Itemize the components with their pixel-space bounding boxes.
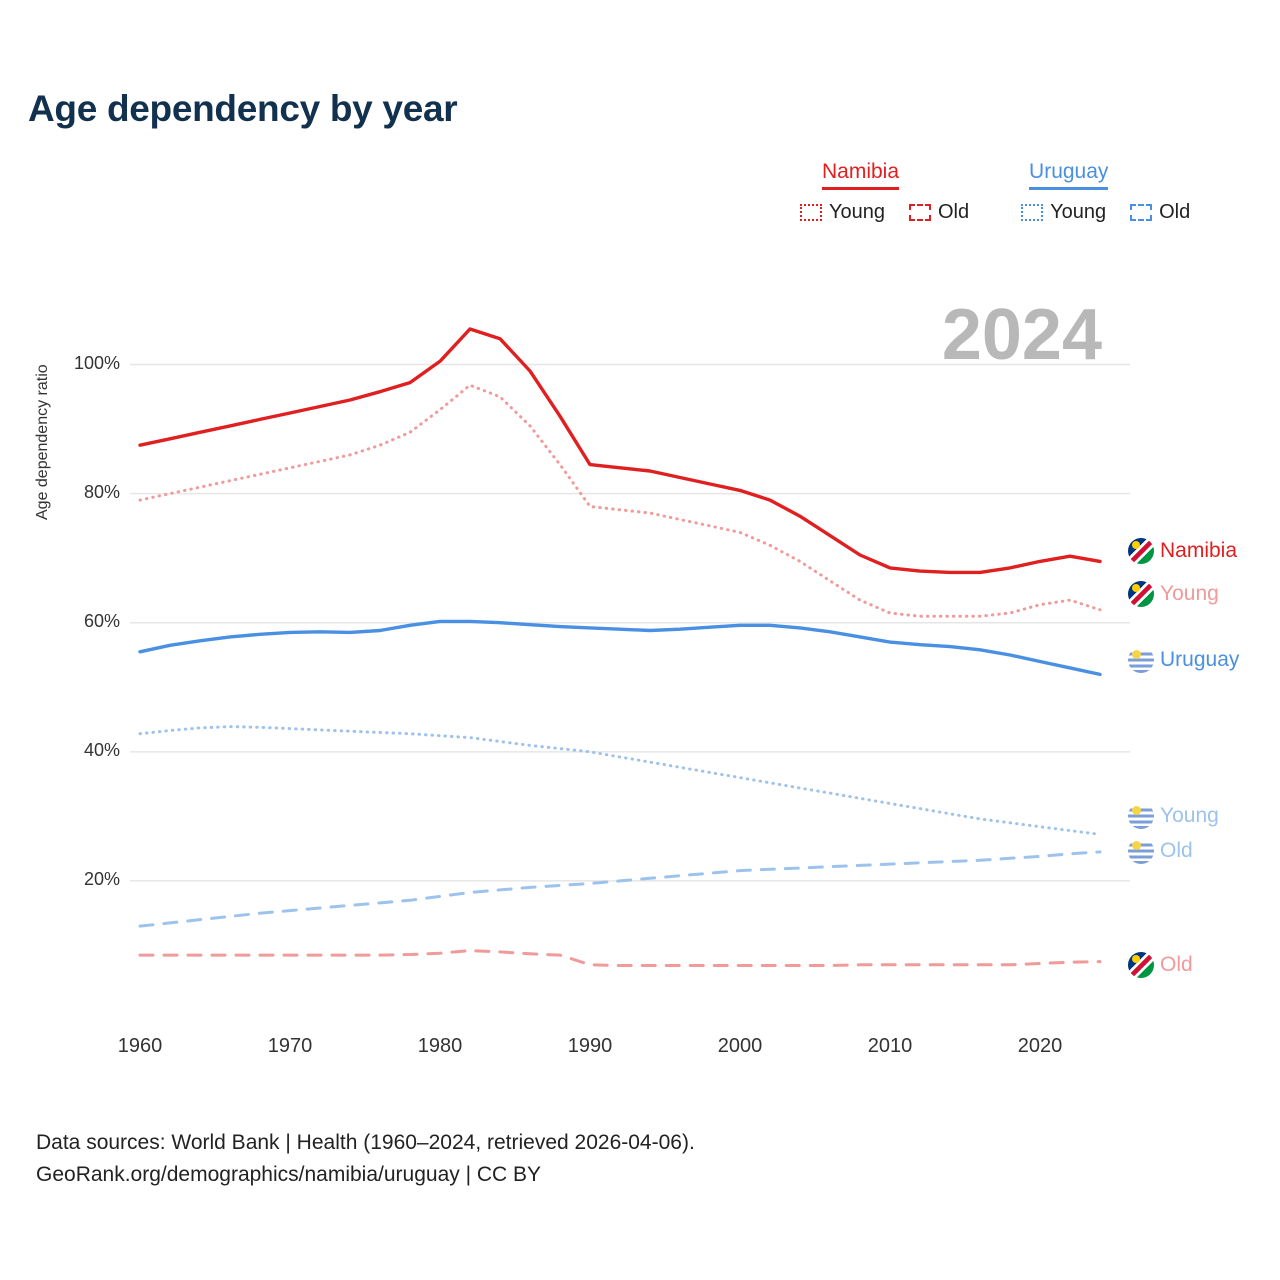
year-watermark: 2024	[941, 295, 1102, 375]
legend-label: Young	[829, 201, 885, 223]
x-tick-label: 1990	[567, 1035, 613, 1057]
uruguay-flag-icon	[1128, 647, 1154, 673]
y-tick-label: 60%	[83, 610, 120, 631]
x-tick-label: 2010	[867, 1035, 913, 1057]
series-end-label	[1128, 647, 1239, 673]
series-end-label	[1128, 838, 1193, 864]
namibia-flag-icon	[1128, 581, 1154, 607]
series-end-label	[1128, 538, 1237, 564]
series-line	[140, 727, 1100, 835]
y-tick-label: 100%	[73, 352, 120, 373]
legend-country-uruguay[interactable]: Uruguay	[1029, 160, 1108, 190]
series-end-label	[1128, 803, 1219, 829]
legend-label: Old	[1159, 201, 1191, 223]
y-tick-label: 20%	[83, 868, 120, 889]
x-tick-label: 2000	[717, 1035, 763, 1057]
footer-line-attribution: GeoRank.org/demographics/namibia/uruguay | CC BY	[36, 1163, 542, 1187]
series-end-label-text: Young	[1160, 804, 1219, 827]
y-tick-label: 80%	[83, 481, 120, 502]
series-end-label	[1128, 952, 1193, 978]
x-tick-label: 1960	[117, 1035, 163, 1057]
series-end-label-text: Young	[1160, 582, 1219, 605]
series-end-label-text: Uruguay	[1160, 648, 1240, 671]
legend-label: Old	[938, 201, 970, 223]
series-line	[140, 385, 1100, 616]
legend-label: Young	[1050, 201, 1107, 223]
series-end-label-text: Namibia	[1160, 539, 1238, 562]
uruguay-flag-icon	[1128, 838, 1154, 864]
x-tick-label: 2020	[1017, 1035, 1063, 1057]
series-end-label-text: Old	[1160, 953, 1193, 976]
legend-country-namibia[interactable]: Namibia	[822, 160, 899, 190]
page-title: Age dependency by year	[28, 88, 458, 129]
namibia-flag-icon	[1128, 538, 1154, 564]
gridlines	[130, 365, 1130, 881]
series-line	[140, 951, 1100, 966]
series-end-label-text: Old	[1160, 839, 1193, 862]
namibia-flag-icon	[1128, 952, 1154, 978]
y-tick-label: 40%	[83, 739, 120, 760]
series-line	[140, 852, 1100, 926]
footer	[36, 1127, 695, 1192]
series-line	[140, 329, 1100, 572]
series-lines	[140, 329, 1100, 966]
footer-line-sources: Data sources: World Bank | Health (1960–2024, retrieved 2026-04-06).	[36, 1130, 695, 1154]
series-end-label	[1128, 581, 1219, 607]
uruguay-flag-icon	[1128, 803, 1154, 829]
y-axis-label: Age dependency ratio	[34, 364, 51, 520]
x-tick-label: 1980	[417, 1035, 463, 1057]
x-tick-label: 1970	[267, 1035, 313, 1057]
series-line	[140, 621, 1100, 674]
